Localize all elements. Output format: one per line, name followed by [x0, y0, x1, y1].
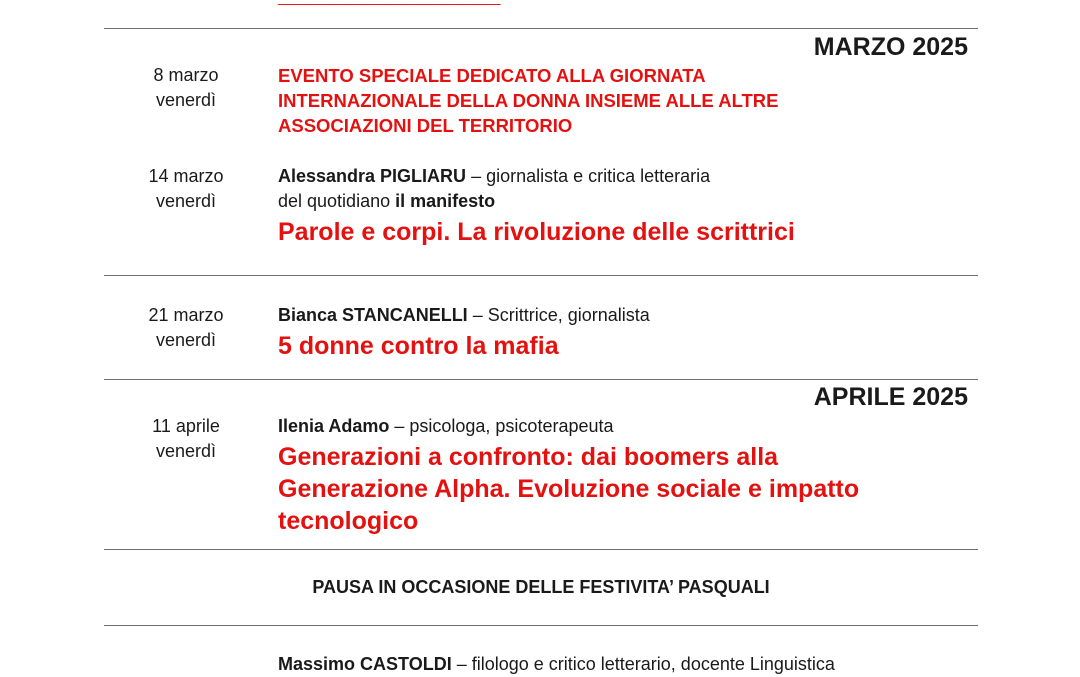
speaker-affiliation	[278, 189, 978, 214]
speaker-role: – giornalista e critica letteraria	[466, 166, 711, 186]
special-event-line: INTERNAZIONALE DELLA DONNA INSIEME ALLE ALTRE	[278, 90, 779, 111]
affiliation-prefix: del quotidiano	[278, 191, 396, 211]
speaker-role: – filologo e critico letterario, docente Linguistica	[451, 654, 835, 674]
cut-off-title-fragment	[278, 0, 500, 10]
speaker-role: – psicologa, psicoterapeuta	[389, 416, 614, 436]
event-date	[120, 414, 252, 464]
event-date-weekday: venerdì	[155, 90, 217, 110]
event-title-line: Generazione Alpha. Evoluzione sociale e impatto	[278, 475, 860, 503]
event-date-day: 21 marzo	[148, 305, 224, 325]
event-date-day: 14 marzo	[148, 166, 224, 186]
event-date	[120, 164, 252, 214]
special-event-line: EVENTO SPECIALE DEDICATO ALLA GIORNATA	[278, 65, 706, 86]
event-date-weekday: venerdì	[155, 441, 217, 461]
event-title: 5 donne contro la mafia	[278, 332, 559, 360]
special-event-line: ASSOCIAZIONI DEL TERRITORIO	[278, 115, 573, 136]
speaker-name: Ilenia Adamo	[278, 416, 390, 436]
speaker-name: Bianca STANCANELLI	[278, 305, 468, 325]
divider	[104, 275, 978, 276]
event-title-line: tecnologico	[278, 507, 419, 535]
event-date-weekday: venerdì	[155, 191, 217, 211]
event-date	[120, 303, 252, 353]
event-title-line: Generazioni a confronto: dai boomers alla	[278, 443, 779, 471]
speaker-line	[278, 303, 978, 328]
speaker-role: – Scrittrice, giornalista	[467, 305, 650, 325]
newspaper-name: il manifesto	[395, 191, 496, 211]
month-heading-april: APRILE 2025	[813, 383, 968, 411]
event-date-weekday: venerdì	[155, 330, 217, 350]
event-date-day: 11 aprile	[152, 416, 220, 436]
divider	[104, 28, 978, 29]
event-date-day: 8 marzo	[153, 65, 219, 85]
speaker-line	[278, 652, 978, 677]
event-date	[120, 63, 252, 113]
event-details	[278, 63, 978, 138]
event-details	[278, 303, 978, 362]
easter-pause-notice: PAUSA IN OCCASIONE DELLE FESTIVITA’ PASQUALI	[312, 577, 770, 597]
speaker-name: Massimo CASTOLDI	[278, 654, 452, 674]
speaker-line	[278, 414, 978, 439]
month-heading-march: MARZO 2025	[813, 33, 968, 61]
event-details	[278, 164, 978, 248]
speaker-line	[278, 164, 978, 189]
event-title: Parole e corpi. La rivoluzione delle scrittrici	[278, 218, 795, 246]
divider	[104, 379, 978, 380]
divider	[104, 549, 978, 550]
event-details	[278, 414, 978, 537]
speaker-name: Alessandra PIGLIARU	[278, 166, 467, 186]
event-details	[278, 652, 978, 677]
divider	[104, 625, 978, 626]
